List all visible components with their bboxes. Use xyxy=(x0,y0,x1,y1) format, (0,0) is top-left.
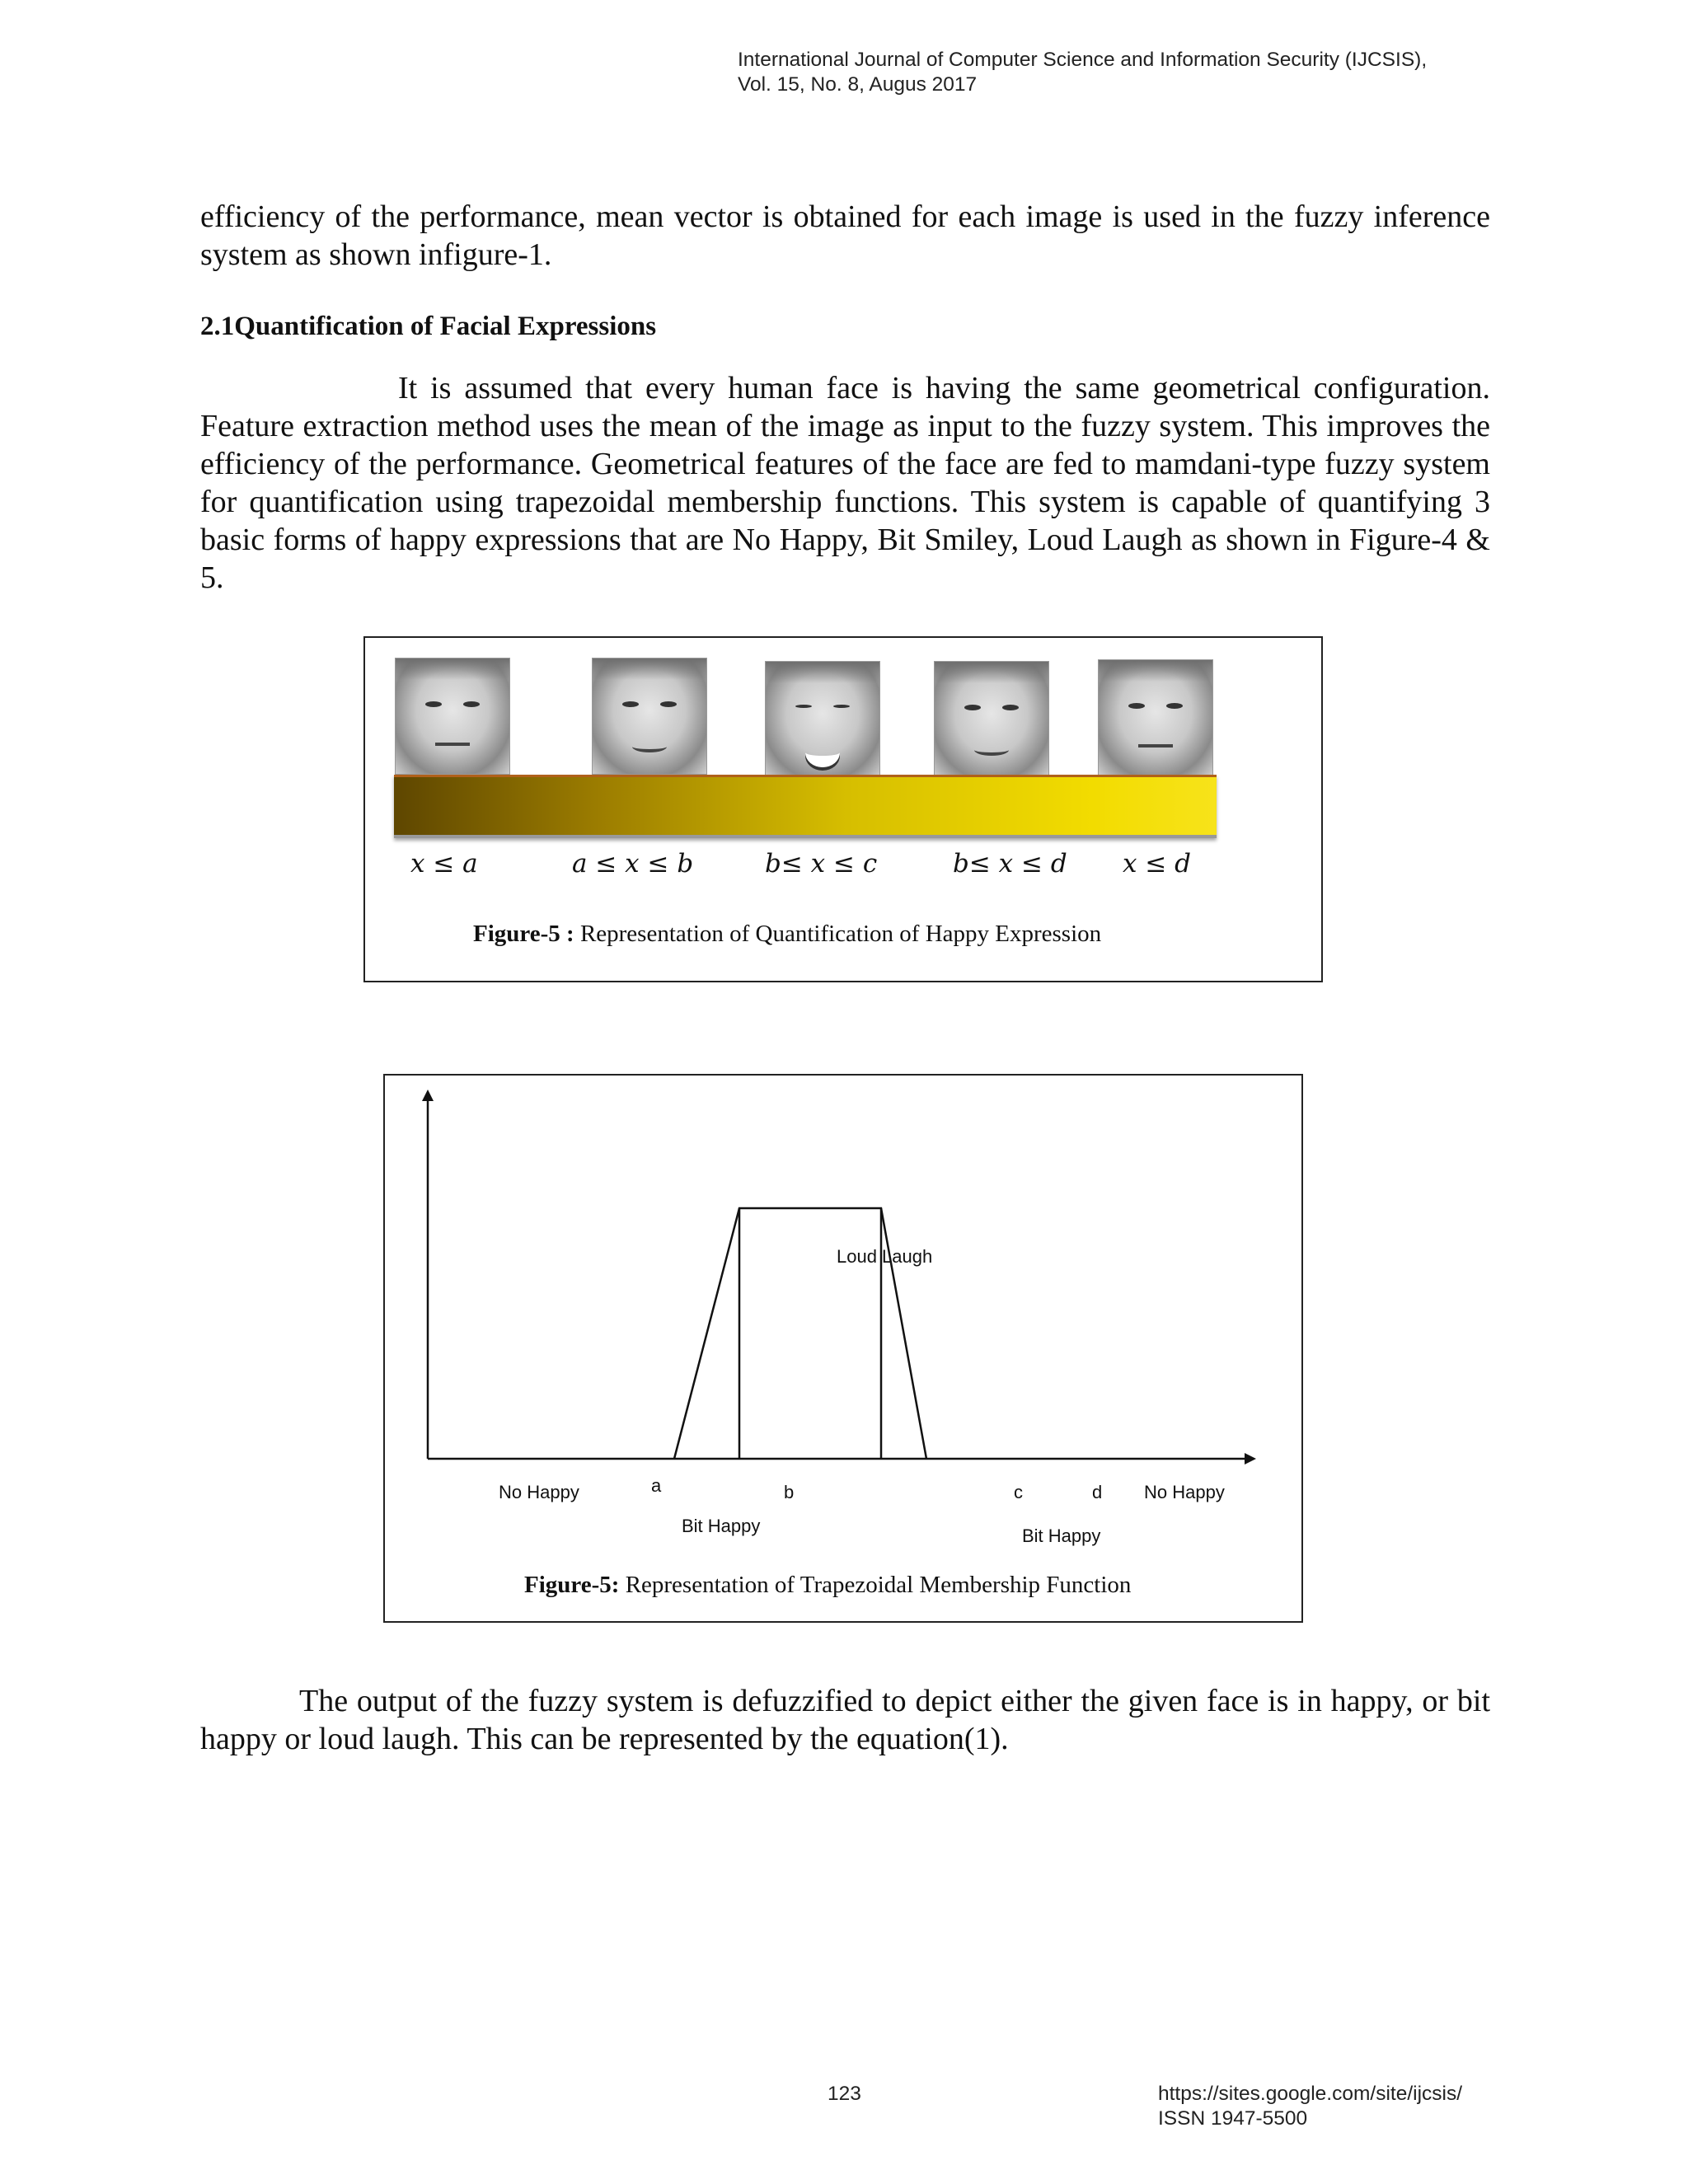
membership-caption-text: Representation of Trapezoidal Membership Function xyxy=(619,1572,1132,1598)
bit-happy-left-label: Bit Happy xyxy=(682,1516,761,1536)
range-label-5: x ≤ d xyxy=(1123,849,1192,879)
face-image-4 xyxy=(934,661,1049,778)
range-label-1: x ≤ a xyxy=(410,849,478,879)
range-label-3: b≤ x ≤ c xyxy=(765,849,878,879)
gradient-scale-bar xyxy=(394,775,1217,838)
issn-number: ISSN 1947-5500 xyxy=(1158,2107,1308,2130)
intro-paragraph: efficiency of the performance, mean vector is obtained for each image is used in the fuzzy inference system as shown infigure-1. xyxy=(200,199,1490,272)
journal-url: https://sites.google.com/site/ijcsis/ xyxy=(1158,2083,1463,2105)
journal-title-line: International Journal of Computer Science and Information Security (IJCSIS), xyxy=(738,49,1428,71)
quantification-caption xyxy=(473,921,1101,948)
bit-happy-right-label: Bit Happy xyxy=(1022,1526,1101,1546)
membership-caption xyxy=(524,1572,1131,1599)
tick-label-c: c xyxy=(1014,1482,1023,1502)
loud-laugh-label: Loud Laugh xyxy=(837,1246,933,1267)
journal-header xyxy=(738,48,1427,97)
no-happy-left-label: No Happy xyxy=(499,1482,579,1502)
tick-label-d: d xyxy=(1092,1482,1103,1502)
journal-volume-line: Vol. 15, No. 8, Augus 2017 xyxy=(738,73,978,96)
closing-paragraph: The output of the fuzzy system is defuzzified to depict either the given face is in happy, or bit happy or loud laugh. This can be represented by the equation(1). xyxy=(200,1684,1490,1756)
page-number: 123 xyxy=(828,2083,861,2105)
membership-chart xyxy=(383,1074,1303,1623)
section-heading: 2.1Quantification of Facial Expressions xyxy=(200,312,657,341)
range-label-4: b≤ x ≤ d xyxy=(953,849,1067,879)
membership-caption-label: Figure-5: xyxy=(524,1572,620,1598)
no-happy-right-label: No Happy xyxy=(1144,1482,1225,1502)
quantification-caption-text: Representation of Quantification of Happy Expression xyxy=(574,921,1102,947)
face-image-3 xyxy=(765,661,880,778)
quantification-caption-label: Figure-5 : xyxy=(473,921,574,947)
face-image-5 xyxy=(1098,659,1213,776)
tick-label-a: a xyxy=(651,1475,662,1496)
range-label-2: a ≤ x ≤ b xyxy=(572,849,694,879)
footer-links xyxy=(1158,2082,1462,2131)
tick-label-b: b xyxy=(784,1482,795,1502)
section-paragraph: It is assumed that every human face is having the same geometrical configuration. Feature extraction method uses the mean of the image as input to the fuzzy system. This improves the efficiency of the performance. Geometrical features of the face are fed to mamdani-type fuzzy system for quantification using trapezoidal membership functions. This system is capable of quantifying 3 basic forms of happy expressions that are No Happy, Bit Smiley, Loud Laugh as shown in Figure-4 & 5. xyxy=(200,371,1490,595)
face-image-2 xyxy=(592,658,707,775)
face-image-1 xyxy=(395,658,510,775)
